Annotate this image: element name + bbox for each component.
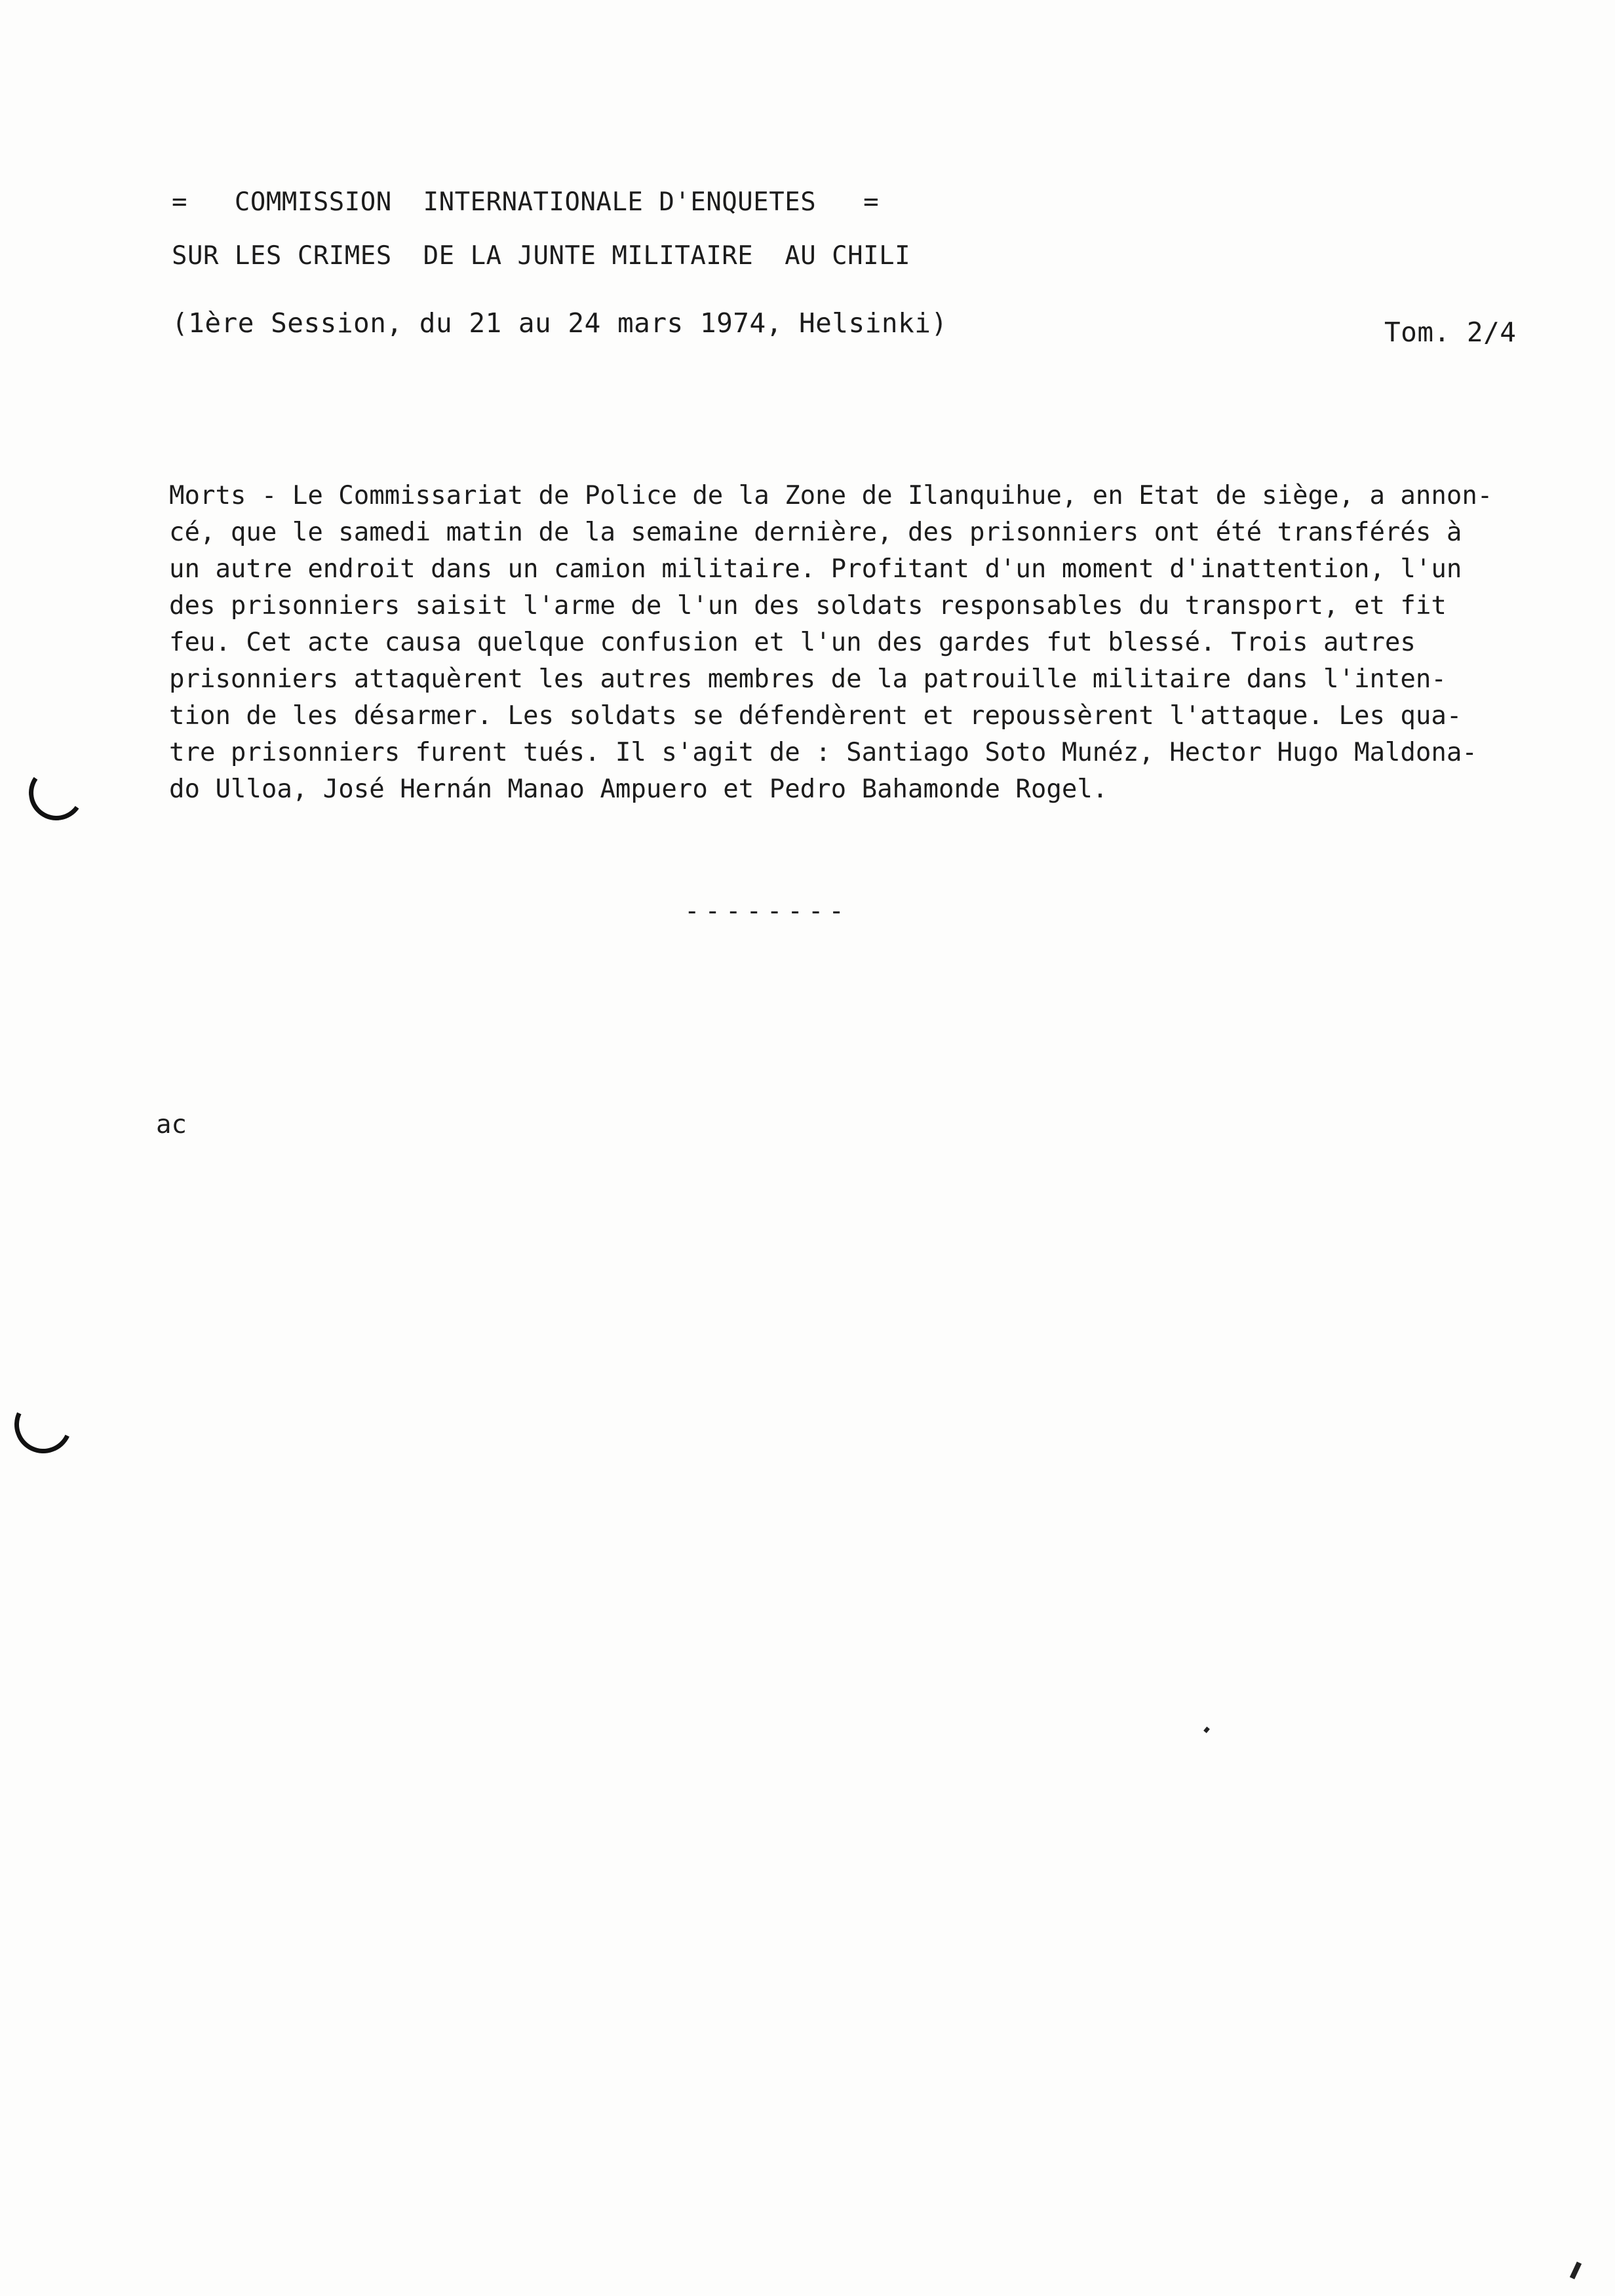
tome-number: Tom. 2/4 xyxy=(1384,316,1517,348)
body-line: des prisonniers saisit l'arme de l'un des soldats responsables du transport, et fit xyxy=(169,591,1447,621)
body-line: feu. Cet acte causa quelque confusion et l'un des gardes fut blessé. Trois autres xyxy=(169,628,1416,657)
body-line: un autre endroit dans un camion militaire. Profitant d'un moment d'inattention, l'un xyxy=(169,554,1462,584)
header-title-line-1: = COMMISSION INTERNATIONALE D'ENQUETES = xyxy=(172,187,880,217)
body-line: do Ulloa, José Hernán Manao Ampuero et Pedro Bahamonde Rogel. xyxy=(169,775,1108,804)
body-line: tion de les désarmer. Les soldats se défendèrent et repoussèrent l'attaque. Les qua- xyxy=(169,701,1462,731)
typist-initials: ac xyxy=(156,1110,187,1139)
punch-hole-mark xyxy=(24,761,88,824)
body-line: Morts - Le Commissariat de Police de la Zone de Ilanquihue, en Etat de siège, a annon- xyxy=(169,481,1493,510)
body-line: cé, que le samedi matin de la semaine dernière, des prisonniers ont été transférés à xyxy=(169,518,1462,547)
body-line: tre prisonniers furent tués. Il s'agit de : Santiago Soto Munéz, Hector Hugo Maldona- xyxy=(169,738,1477,767)
section-separator: -------- xyxy=(684,896,849,926)
ink-speck xyxy=(1570,2262,1582,2280)
header-title-line-2: SUR LES CRIMES DE LA JUNTE MILITAIRE AU CHILI xyxy=(172,241,911,271)
punch-hole-mark xyxy=(7,1388,81,1462)
body-line: prisonniers attaquèrent les autres membres de la patrouille militaire dans l'inten- xyxy=(169,664,1447,694)
ink-speck xyxy=(1203,1727,1210,1733)
session-info: (1ère Session, du 21 au 24 mars 1974, Helsinki) xyxy=(172,307,948,339)
